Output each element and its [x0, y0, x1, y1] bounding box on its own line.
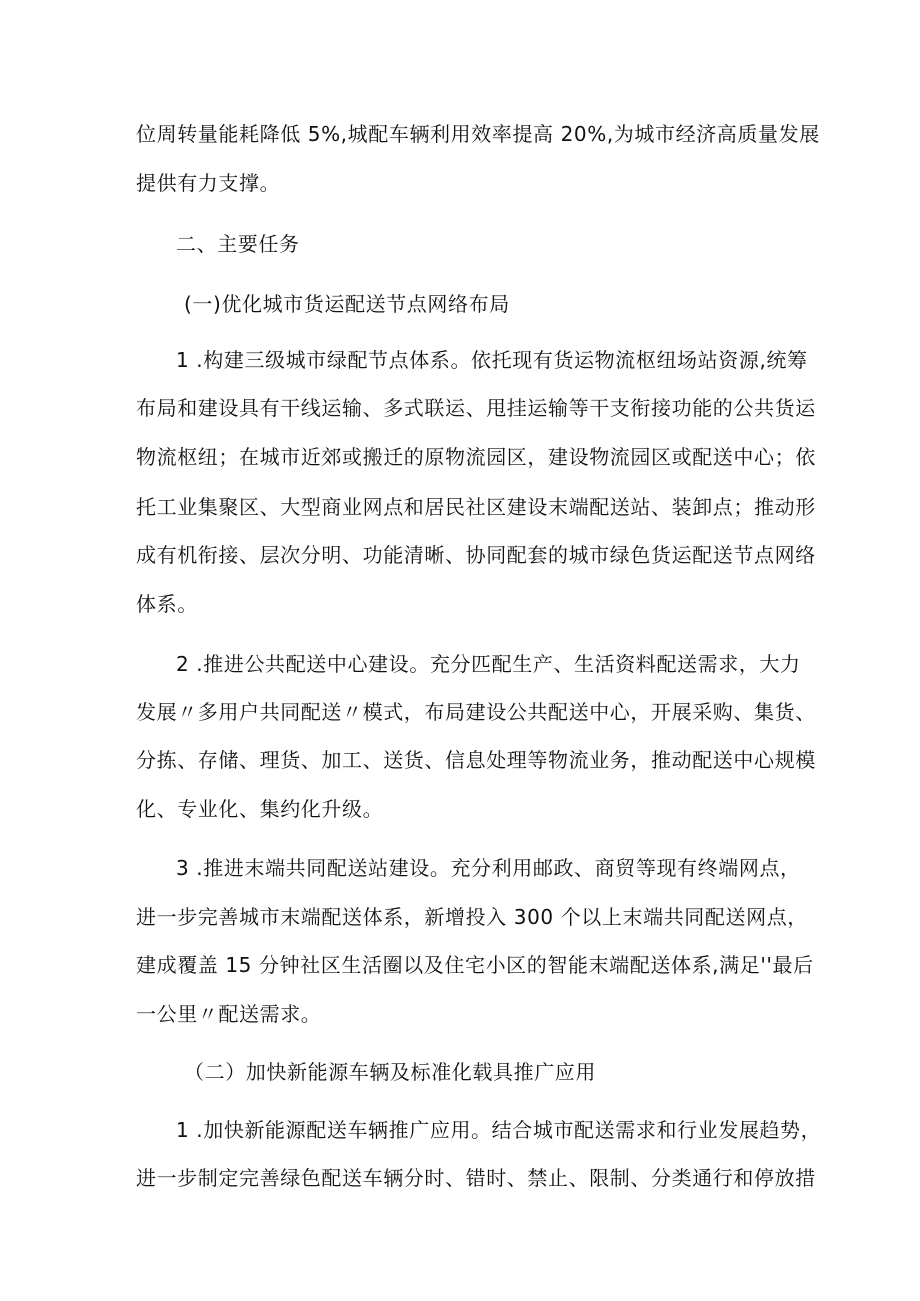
s1-item2-line-3: 分拣、存储、理货、加工、送货、信息处理等物流业务，推动配送中心规模 — [136, 748, 816, 772]
s1-item1-line-4: 托工业集聚区、大型商业网点和居民社区建设末端配送站、装卸点；推动形 — [136, 495, 816, 519]
s1-item1-line-2: 布局和建设具有干线运输、多式联运、甩挂运输等干支衔接功能的公共货运 — [136, 396, 816, 420]
s1-item1-line-1: 1 .构建三级城市绿配节点体系。依托现有货运物流枢纽场站资源,统筹 — [176, 348, 808, 372]
s1-item2-line-1: 2 .推进公共配送中心建设。充分匹配生产、生活资料配送需求，大力 — [176, 652, 801, 676]
s1-item2-line-2: 发展〃多用户共同配送〃模式，布局建设公共配送中心，开展采购、集货、 — [136, 700, 816, 724]
s1-item3-line-3: 建成覆盖 15 分钟社区生活圈以及住宅小区的智能末端配送体系,满足''最后 — [136, 953, 814, 977]
intro-line-1: 位周转量能耗降低 5%,城配车辆利用效率提高 20%,为城市经济高质量发展 — [136, 122, 820, 146]
s1-item2-line-4: 化、专业化、集约化升级。 — [136, 797, 384, 821]
subsection-1-heading: (一)优化城市货运配送节点网络布局 — [184, 292, 510, 316]
s1-item1-line-5: 成有机衔接、层次分明、功能清晰、协同配套的城市绿色货运配送节点网络 — [136, 543, 816, 567]
intro-line-2: 提供有力支撑。 — [136, 171, 281, 195]
subsection-2-heading: （二）加快新能源车辆及标准化载具推广应用 — [184, 1060, 596, 1084]
s1-item3-line-4: 一公里〃配送需求。 — [136, 1002, 322, 1026]
section-heading: 二、主要任务 — [176, 232, 300, 256]
s1-item3-line-2: 进一步完善城市末端配送体系，新增投入 300 个以上末端共同配送网点， — [136, 905, 808, 929]
s1-item1-line-3: 物流枢纽；在城市近郊或搬迁的原物流园区，建设物流园区或配送中心；依 — [136, 445, 816, 469]
s1-item3-line-1: 3 .推进末端共同配送站建设。充分利用邮政、商贸等现有终端网点， — [176, 856, 801, 880]
s2-item1-line-2: 进一步制定完善绿色配送车辆分时、错时、禁止、限制、分类通行和停放措 — [136, 1166, 816, 1190]
s2-item1-line-1: 1 .加快新能源配送车辆推广应用。结合城市配送需求和行业发展趋势， — [176, 1118, 822, 1142]
s1-item1-line-6: 体系。 — [136, 592, 198, 616]
